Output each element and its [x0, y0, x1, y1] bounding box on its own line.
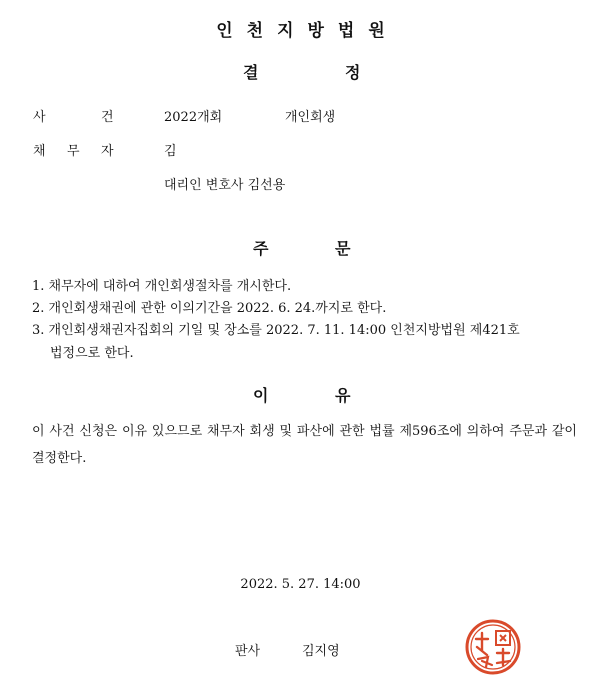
order-item: 3. 개인회생채권자집회의 기일 및 장소를 2022. 7. 11. 14:00 인천지방법원 제421호 — [32, 323, 520, 338]
case-label-1: 사 — [33, 110, 46, 125]
debtor-label-1: 채 — [33, 144, 46, 159]
judge-seal-icon — [464, 617, 522, 677]
debtor-label-2: 무 — [67, 144, 80, 159]
order-heading-char-1: 주 — [253, 239, 269, 258]
debtor-name: 김 — [164, 144, 177, 159]
reason-text: 이 사건 신청은 이유 있으므로 채무자 회생 및 파산에 관한 법률 제596조에 의하여 주문과 같이 결정한다. — [32, 424, 577, 466]
order-heading-char-2: 문 — [335, 239, 351, 258]
debtor-label-3: 자 — [101, 144, 114, 159]
order-item: 2. 개인회생채권에 관한 이의기간을 2022. 6. 24.까지로 한다. — [32, 301, 387, 316]
case-name: 개인회생 — [285, 110, 336, 125]
judge-name: 김지영 — [302, 644, 340, 659]
judge-title: 판사 — [235, 644, 261, 659]
doc-type-char-2: 정 — [345, 63, 361, 82]
doc-type-char-1: 결 — [243, 63, 259, 82]
order-item-continuation: 법정으로 한다. — [50, 346, 134, 361]
reason-heading-char-2: 유 — [335, 386, 351, 405]
agent: 대리인 변호사 김선용 — [164, 178, 286, 193]
reason-heading-char-1: 이 — [253, 386, 269, 405]
court-name: 인천지방법원 — [216, 21, 399, 41]
case-label-2: 건 — [101, 110, 114, 125]
case-number: 2022개회 — [164, 110, 223, 125]
decision-date: 2022. 5. 27. 14:00 — [240, 577, 361, 592]
order-item: 1. 채무자에 대하여 개인회생절차를 개시한다. — [32, 279, 292, 294]
